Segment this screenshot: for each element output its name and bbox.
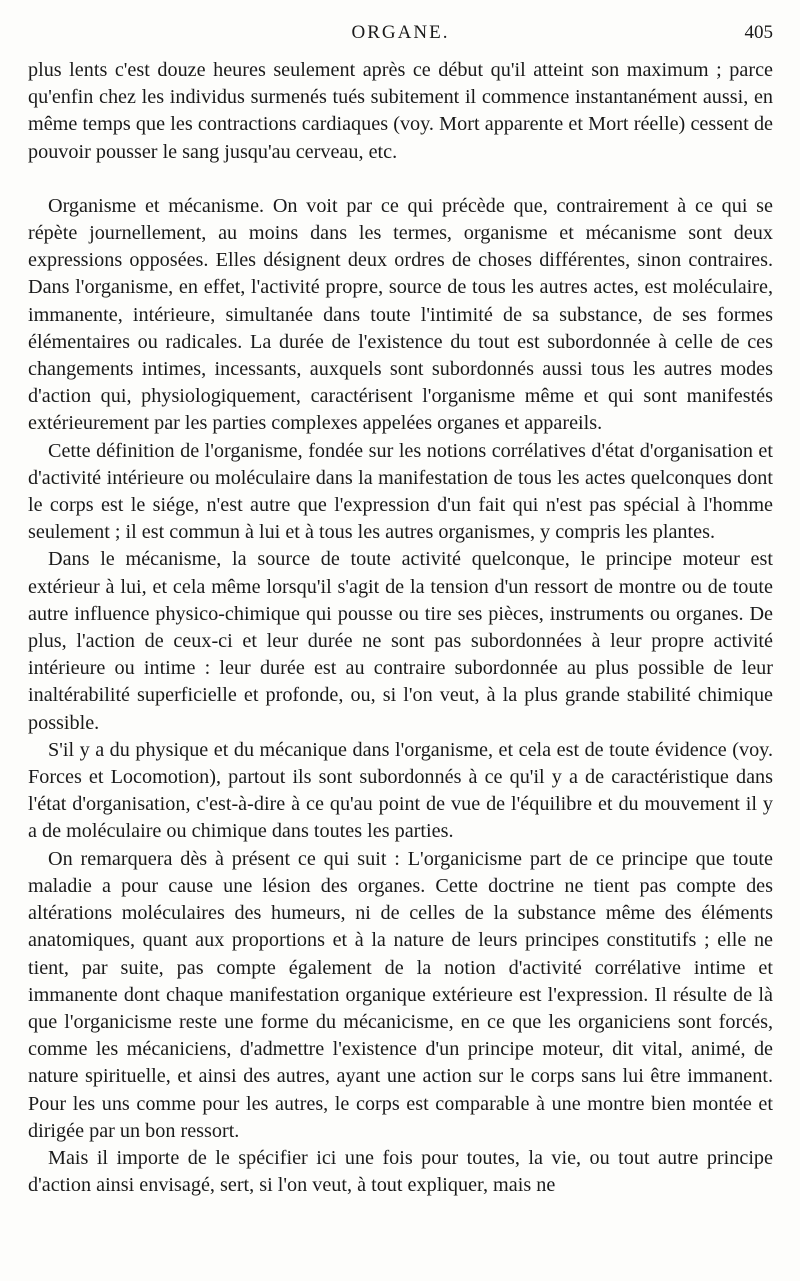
paragraph: Mais il importe de le spécifier ici une fois pour toutes, la vie, ou tout autre principe d'action ainsi envisagé, sert, si l'on veut, à tout expliquer, mais ne bbox=[28, 1146, 773, 1197]
paragraph: plus lents c'est douze heures seulement après ce début qu'il atteint son maximum ; parce qu'enfin chez les individus surmenés tués subitement il commence instantanément aussi, en même temps que les contractions cardiaques (voy. Mort apparente et Mort réelle) cessent de pouvoir pousser le sang jusqu'au cerveau, etc. bbox=[28, 59, 773, 163]
paragraph: On remarquera dès à présent ce qui suit : L'organicisme part de ce principe que toute maladie a pour cause une lésion des organes. Cette doctrine ne tient pas compte des altérations moléculaires des humeurs, ni de celles de la substance même des éléments anatomiques, quant aux proportions et à la nature de leurs principes constitutifs ; elle ne tient, par suite, pas compte également de la notion d'activité corrélative intime et immanente dont chaque manifestation organique extérieure est l'expression. Il résulte de là que l'organicisme reste une forme du mécanicisme, en ce que les organiciens sont forcés, comme les mécaniciens, d'admettre l'existence d'un principe moteur, dit vital, animé, de nature spirituelle, et ainsi des autres, ayant une action sur le corps sans lui être immanent. Pour les uns comme pour les autres, le corps est comparable à une montre bien montée et dirigée par un bon ressort. bbox=[28, 847, 773, 1142]
paragraph: S'il y a du physique et du mécanique dans l'organisme, et cela est de toute évidence (voy. Forces et Locomotion), partout ils sont subordonnés à ce qu'il y a de caractéristique dans l'état d'organisation, c'est-à-dire à ce qu'au point de vue de l'équilibre et du mouvement il y a de moléculaire ou chimique dans toutes les parties. bbox=[28, 738, 773, 843]
paragraph: Cette définition de l'organisme, fondée sur les notions corrélatives d'état d'organisation et d'activité intérieure ou moléculaire dans la manifestation de tous les actes quelconques dont le corps est le siége, n'est autre que l'expression d'un fait qui n'est pas spécial à l'homme seulement ; il est commun à lui et à tous les autres organismes, y compris les plantes. bbox=[28, 439, 773, 544]
paragraph: Dans le mécanisme, la source de toute activité quelconque, le principe moteur est extérieur à lui, et cela même lorsqu'il s'agit de la tension d'un ressort de montre ou de toute autre influence physico-chimique qui pousse ou tire ses pièces, instruments ou organes. De plus, l'action de ceux-ci et leur durée ne sont pas subordonnées à leur propre activité intérieure ou intime : leur durée est au contraire subordonnée au plus possible de leur inaltérabilité superficielle et profonde, ou, si l'on veut, à la plus grande stabilité chimique possible. bbox=[28, 548, 773, 734]
page-number: 405 bbox=[744, 22, 773, 43]
running-title: ORGANE. bbox=[351, 22, 450, 43]
page-header bbox=[28, 22, 773, 50]
paragraph: Organisme et mécanisme. On voit par ce qui précède que, contrairement à ce qui se répète journellement, au moins dans les termes, organisme et mécanisme sont deux expressions opposées. Elles désignent deux ordres de choses différentes, sinon contraires. Dans l'organisme, en effet, l'activité propre, source de tous les autres actes, est moléculaire, immanente, intérieure, simultanée dans toute l'intimité de sa substance, de ses formes élémentaires ou radicales. La durée de l'existence du tout est subordonnée à celle de ces changements intimes, incessants, auxquels sont subordonnés aussi tous les autres modes d'action qui, physiologiquement, caractérisent l'organisme même et qui sont manifestés extérieurement par les parties complexes appelées organes et appareils. bbox=[28, 194, 773, 435]
page-body bbox=[28, 57, 773, 1199]
